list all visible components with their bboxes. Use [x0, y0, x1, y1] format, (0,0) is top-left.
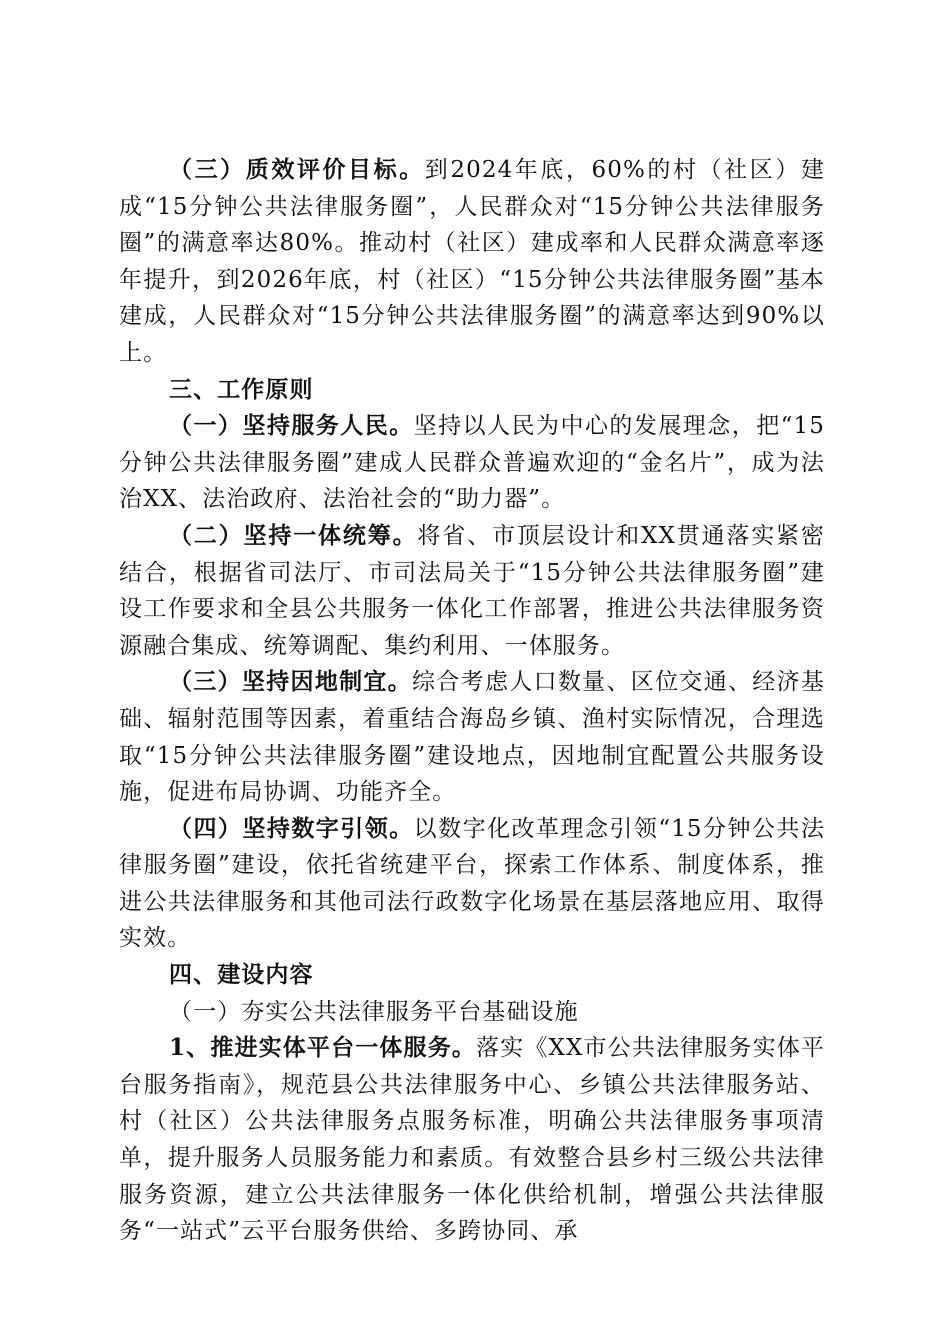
paragraph-quality-target — [119, 152, 825, 372]
paragraph-body: 以数字化改革理念引领“15分钟公共法律服务圈”建设，依托省统建平台，探索工作体系、制度体系，推进公共法律服务和其他司法行政数字化场景在基层落地应用、取得实效。 — [119, 815, 825, 952]
subheading-infrastructure — [119, 994, 825, 1031]
paragraph-body: 综合考虑人口数量、区位交通、经济基础、辐射范围等因素，着重结合海岛乡镇、渔村实际情况，合理选取“15分钟公共法律服务圈”建设地点，因地制宜配置公共服务设施，促进布局协调、功能齐全。 — [119, 669, 826, 806]
paragraph-lead: （三）坚持因地制宜。 — [169, 668, 413, 696]
paragraph-local-conditions — [119, 664, 825, 810]
paragraph-lead: （二）坚持一体统筹。 — [169, 521, 418, 549]
paragraph-digital-lead — [119, 811, 825, 957]
paragraph-body: 到2024年底，60%的村（社区）建成“15分钟公共法律服务圈”，人民群众对“15分钟公共法律服务圈”的满意率达80%。推动村（社区）建成率和人民群众满意率逐年提升，到2026年底，村（社区）“15分钟公共法律服务圈”基本建成，人民群众对“15分钟公共法律服务圈”的满意率达到90%以上。 — [119, 157, 825, 366]
paragraph-body: 坚持以人民为中心的发展理念，把“15分钟公共法律服务圈”建成人民群众普遍欢迎的“金名片”，成为法治XX、法治政府、法治社会的“助力器”。 — [119, 413, 825, 513]
paragraph-lead: 1、推进实体平台一体服务。 — [169, 1034, 477, 1062]
paragraph-physical-platform — [119, 1030, 825, 1250]
paragraph-body: 落实《XX市公共法律服务实体平台服务指南》，规范县公共法律服务中心、乡镇公共法律服务站、村（社区）公共法律服务点服务标准，明确公共法律服务事项清单，提升服务人员服务能力和素质。有效整合县乡村三级公共法律服务资源，建立公共法律服务一体化供给机制，增强公共法律服务“一站式”云平台服务供给、多跨协同、承 — [119, 1035, 825, 1245]
paragraph-body: （一）夯实公共法律服务平台基础设施 — [169, 998, 579, 1025]
document-page — [119, 152, 825, 1250]
paragraph-lead: （四）坚持数字引领。 — [169, 814, 414, 842]
paragraph-serve-people — [119, 408, 825, 518]
section-heading-construction: 四、建设内容 — [169, 961, 314, 989]
section-heading-principles: 三、工作原则 — [169, 375, 314, 403]
paragraph-lead: （一）坚持服务人民。 — [169, 412, 414, 440]
paragraph-lead: （三）质效评价目标。 — [169, 156, 425, 183]
paragraph-integration — [119, 518, 825, 664]
paragraph-body: 将省、市顶层设计和XX贯通落实紧密结合，根据省司法厅、市司法局关于“15分钟公共法律服务圈”建设工作要求和全县公共服务一体化工作部署，推进公共法律服务资源融合集成、统筹调配、集约利用、一体服务。 — [119, 522, 825, 659]
